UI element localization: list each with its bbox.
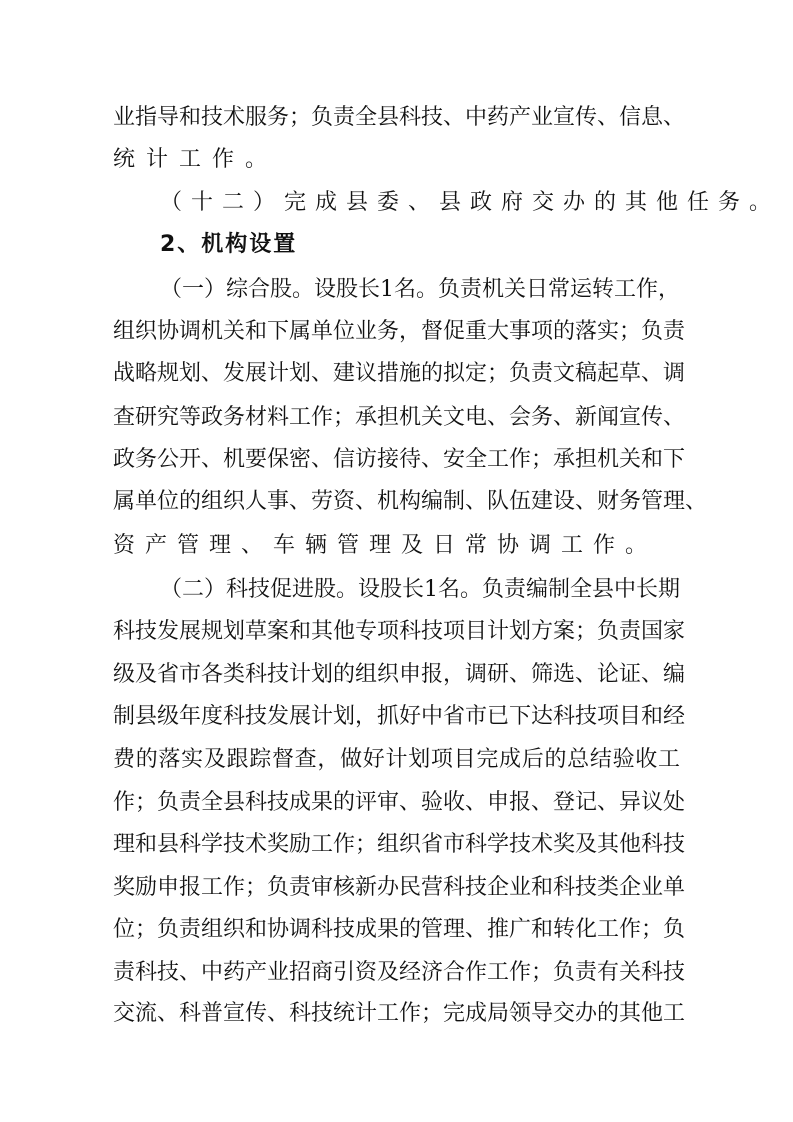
body-text-line: （一）综合股。设股长1名。负责机关日常运转工作， <box>160 277 680 302</box>
body-text-line: 理和县科学技术奖励工作；组织省市科学技术奖及其他科技 <box>113 832 686 857</box>
body-text-line: （二）科技促进股。设股长1名。负责编制全县中长期 <box>160 577 680 602</box>
body-text-line: 费的落实及跟踪督查，做好计划项目完成后的总结验收工 <box>113 747 680 772</box>
body-text-line: 组织协调机关和下属单位业务，督促重大事项的落实；负责 <box>113 319 686 344</box>
body-text-line: 属单位的组织人事、劳资、机构编制、队伍建设、财务管理、 <box>113 489 708 514</box>
body-text-line: 级及省市各类科技计划的组织申报，调研、筛选、论证、编 <box>113 662 686 687</box>
body-text-line: 作；负责全县科技成果的评审、验收、申报、登记、异议处 <box>113 790 686 815</box>
body-text-line: 业指导和技术服务；负责全县科技、中药产业宣传、信息、 <box>113 105 686 130</box>
body-text-line: 制县级年度科技发展计划，抓好中省市已下达科技项目和经 <box>113 704 686 729</box>
body-text-line: 奖励申报工作；负责审核新办民营科技企业和科技类企业单 <box>113 875 686 900</box>
body-text-line: 查研究等政务材料工作；承担机关文电、会务、新闻宣传、 <box>113 405 686 430</box>
body-text-line: 政务公开、机要保密、信访接待、安全工作；承担机关和下 <box>113 447 686 472</box>
body-text-line: 责科技、中药产业招商引资及经济合作工作；负责有关科技 <box>113 960 686 985</box>
body-text-line: 战略规划、发展计划、建议措施的拟定；负责文稿起草、调 <box>113 361 686 386</box>
body-text-line: （十二）完成县委、县政府交办的其他任务。 <box>160 190 781 215</box>
body-text-line: 位；负责组织和协调科技成果的管理、推广和转化工作；负 <box>113 917 686 942</box>
body-text-line: 资产管理、车辆管理及日常协调工作。 <box>113 533 658 558</box>
body-text-line: 科技发展规划草案和其他专项科技项目计划方案；负责国家 <box>113 619 686 644</box>
body-text-line: 交流、科普宣传、科技统计工作；完成局领导交办的其他工 <box>113 1001 686 1026</box>
section-heading: 2、机构设置 <box>160 232 298 257</box>
body-text-line: 统计工作。 <box>113 147 279 172</box>
